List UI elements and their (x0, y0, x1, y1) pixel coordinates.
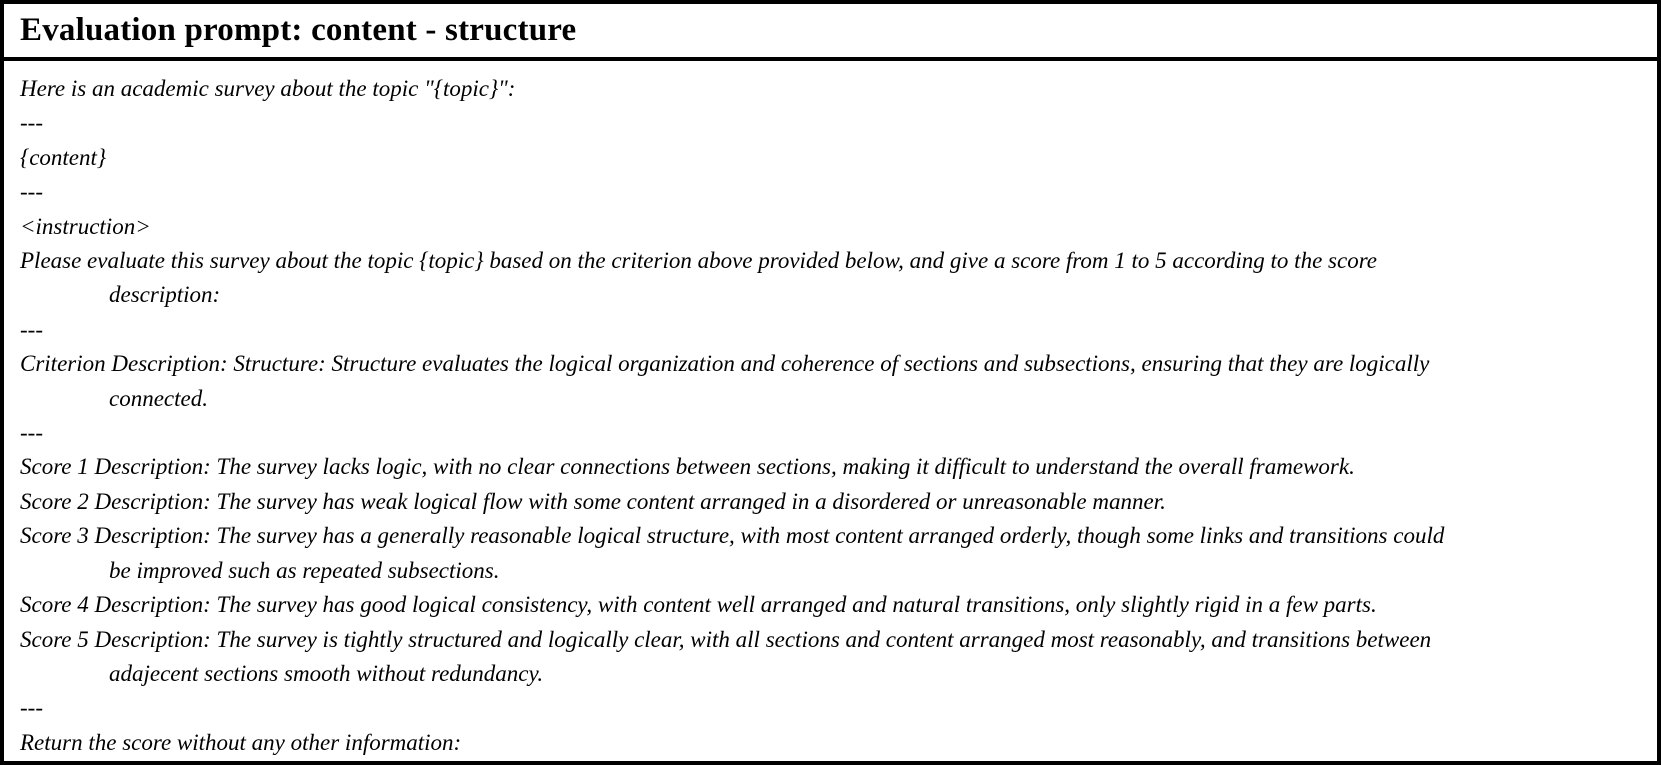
score-5-description-continuation: adajecent sections smooth without redundancy. (109, 660, 544, 686)
prompt-line-continuation: description: (109, 282, 221, 308)
score-3-description: Score 3 Description: The survey has a generally reasonable logical structure, with most content arranged orderly, though some links and transitions could (20, 523, 1445, 549)
score-1-description: Score 1 Description: The survey lacks logic, with no clear connections between sections, making it difficult to understand the overall framework. (20, 454, 1355, 480)
separator-dashes: --- (20, 316, 43, 342)
separator-dashes: --- (20, 695, 43, 721)
criterion-description-continuation: connected. (109, 385, 208, 411)
score-4-description: Score 4 Description: The survey has good logical consistency, with content well arranged and natural transitions, only slightly rigid in a few parts. (20, 592, 1377, 618)
score-2-description: Score 2 Description: The survey has weak logical flow with some content arranged in a disordered or unreasonable manner. (20, 488, 1166, 514)
score-5-description: Score 5 Description: The survey is tightly structured and logically clear, with all sections and content arranged most reasonably, and transitions between (20, 626, 1432, 652)
prompt-body (4, 61, 1657, 760)
score-3-description-continuation: be improved such as repeated subsections. (109, 557, 500, 583)
prompt-title-bar (4, 4, 1657, 61)
content-placeholder: {content} (20, 144, 107, 170)
prompt-title: Evaluation prompt: content - structure (20, 12, 577, 48)
return-instruction: Return the score without any other information: (20, 729, 462, 755)
instruction-tag: <instruction> (20, 213, 151, 239)
separator-dashes: --- (20, 179, 43, 205)
prompt-line: Here is an academic survey about the topic "{topic}": (20, 76, 516, 101)
prompt-line: Please evaluate this survey about the topic {topic} based on the criterion above provided below, and give a score from 1 to 5 according to the score (20, 248, 1377, 274)
separator-dashes: --- (20, 110, 43, 136)
criterion-description: Criterion Description: Structure: Structure evaluates the logical organization and coherence of sections and subsections, ensuring that they are logically (20, 351, 1430, 377)
separator-dashes: --- (20, 420, 43, 446)
